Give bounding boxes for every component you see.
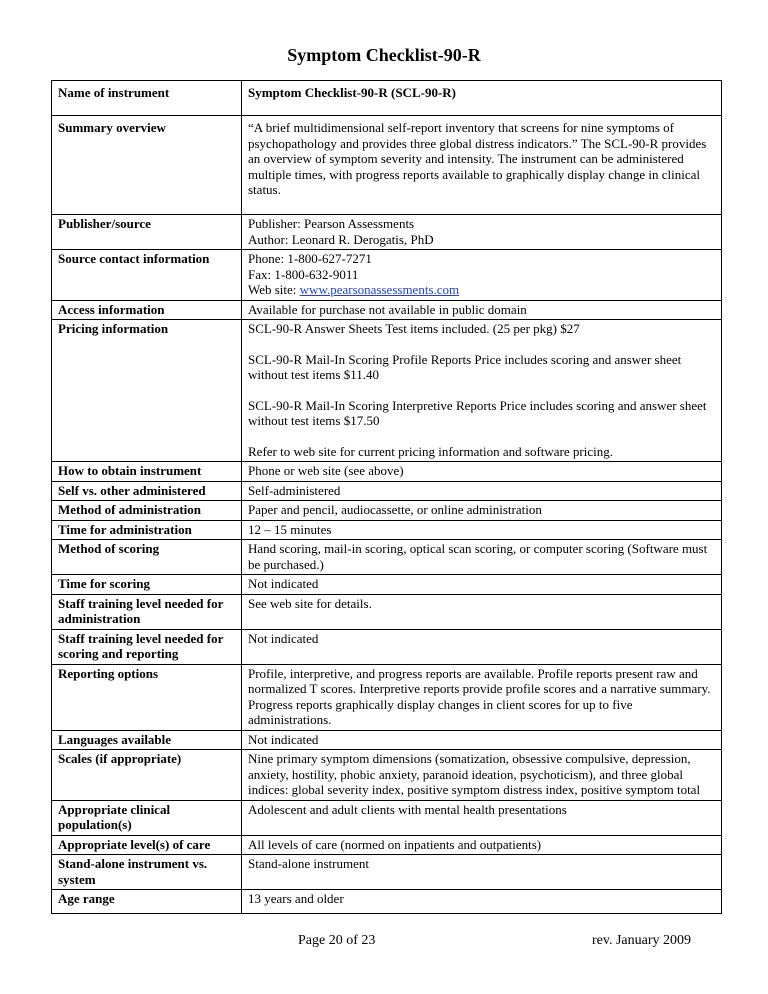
row-method-of-administration: [52, 501, 722, 521]
row-label: Method of administration: [52, 501, 242, 521]
row-time-for-scoring: [52, 575, 722, 595]
row-age-range: [52, 890, 722, 914]
row-value: Paper and pencil, audiocassette, or online administration: [242, 501, 722, 521]
row-label: How to obtain instrument: [52, 462, 242, 482]
page-number: Page 20 of 23: [298, 933, 376, 948]
row-label: Publisher/source: [52, 215, 242, 250]
row-label: Languages available: [52, 730, 242, 750]
row-how-to-obtain: [52, 462, 722, 482]
row-value: 12 – 15 minutes: [242, 520, 722, 540]
row-label: Source contact information: [52, 250, 242, 301]
row-scales: [52, 750, 722, 801]
instrument-info-table: [51, 80, 722, 914]
row-value: Profile, interpretive, and progress reports are available. Profile reports present raw and normalized T scores. Interpretive reports provide profile scores and a narrative summary. Progress reports graphically display changes in client scores for up to five administrations.: [242, 664, 722, 730]
row-value: Self-administered: [242, 481, 722, 501]
row-label: Summary overview: [52, 116, 242, 215]
row-reporting-options: [52, 664, 722, 730]
row-value: Not indicated: [242, 730, 722, 750]
row-level-of-care: [52, 835, 722, 855]
row-label: Access information: [52, 300, 242, 320]
row-pricing-information: [52, 320, 722, 462]
row-value: Symptom Checklist-90-R (SCL-90-R): [242, 81, 722, 116]
row-value: Not indicated: [242, 629, 722, 664]
page-title: Symptom Checklist-90-R: [287, 45, 481, 65]
row-value: 13 years and older: [242, 890, 722, 914]
row-value: Not indicated: [242, 575, 722, 595]
row-value: Hand scoring, mail-in scoring, optical scan scoring, or computer scoring (Software must be purchased.): [242, 540, 722, 575]
row-value: “A brief multidimensional self-report inventory that screens for nine symptoms of psychopathology and provides three global distress indicators.” The SCL-90-R provides an overview of symptom severity and intensity. The instrument can be administered multiple times, with progress reports available to graphically display change in clinical status.: [242, 116, 722, 215]
row-stand-alone: [52, 855, 722, 890]
row-label: Reporting options: [52, 664, 242, 730]
row-label: Method of scoring: [52, 540, 242, 575]
row-summary-overview: [52, 116, 722, 215]
row-staff-training-scoring: [52, 629, 722, 664]
row-time-for-administration: [52, 520, 722, 540]
row-languages-available: [52, 730, 722, 750]
row-access-information: [52, 300, 722, 320]
row-label: Age range: [52, 890, 242, 914]
row-value: Phone: 1-800-627-7271 Fax: 1-800-632-9011 Web site: www.pearsonassessments.com: [242, 250, 722, 301]
row-label: Scales (if appropriate): [52, 750, 242, 801]
row-value: All levels of care (normed on inpatients and outpatients): [242, 835, 722, 855]
row-source-contact: [52, 250, 722, 301]
row-staff-training-administration: [52, 594, 722, 629]
row-label: Time for scoring: [52, 575, 242, 595]
row-value: Stand-alone instrument: [242, 855, 722, 890]
row-value: Adolescent and adult clients with mental health presentations: [242, 800, 722, 835]
row-method-of-scoring: [52, 540, 722, 575]
row-label: Stand-alone instrument vs. system: [52, 855, 242, 890]
row-label: Pricing information: [52, 320, 242, 462]
row-label: Staff training level needed for scoring and reporting: [52, 629, 242, 664]
row-value: Nine primary symptom dimensions (somatization, obsessive compulsive, depression, anxiety, hostility, phobic anxiety, paranoid ideation, psychoticism), and three global indices: global severity index, positive symptom distress index, positive symptom total: [242, 750, 722, 801]
row-label: Self vs. other administered: [52, 481, 242, 501]
row-value: Available for purchase not available in public domain: [242, 300, 722, 320]
row-publisher-source: [52, 215, 722, 250]
row-name-of-instrument: [52, 81, 722, 116]
row-value: See web site for details.: [242, 594, 722, 629]
row-label: Staff training level needed for administration: [52, 594, 242, 629]
row-clinical-population: [52, 800, 722, 835]
publisher-website-link[interactable]: www.pearsonassessments.com: [299, 282, 460, 297]
row-value: SCL-90-R Answer Sheets Test items included. (25 per pkg) $27 SCL-90-R Mail-In Scoring Profile Reports Price includes scoring and answer sheet without test items $11.40 SCL-90-R Mail-In Scoring Interpretive Reports Price includes scoring and answer sheet without test items $17.50 Refer to web site for current pricing information and software pricing.: [242, 320, 722, 462]
revision-date: rev. January 2009: [592, 933, 692, 948]
row-value: Phone or web site (see above): [242, 462, 722, 482]
row-label: Appropriate level(s) of care: [52, 835, 242, 855]
row-label: Name of instrument: [52, 81, 242, 116]
row-self-vs-other: [52, 481, 722, 501]
row-label: Time for administration: [52, 520, 242, 540]
row-value: Publisher: Pearson Assessments Author: Leonard R. Derogatis, PhD: [242, 215, 722, 250]
row-label: Appropriate clinical population(s): [52, 800, 242, 835]
